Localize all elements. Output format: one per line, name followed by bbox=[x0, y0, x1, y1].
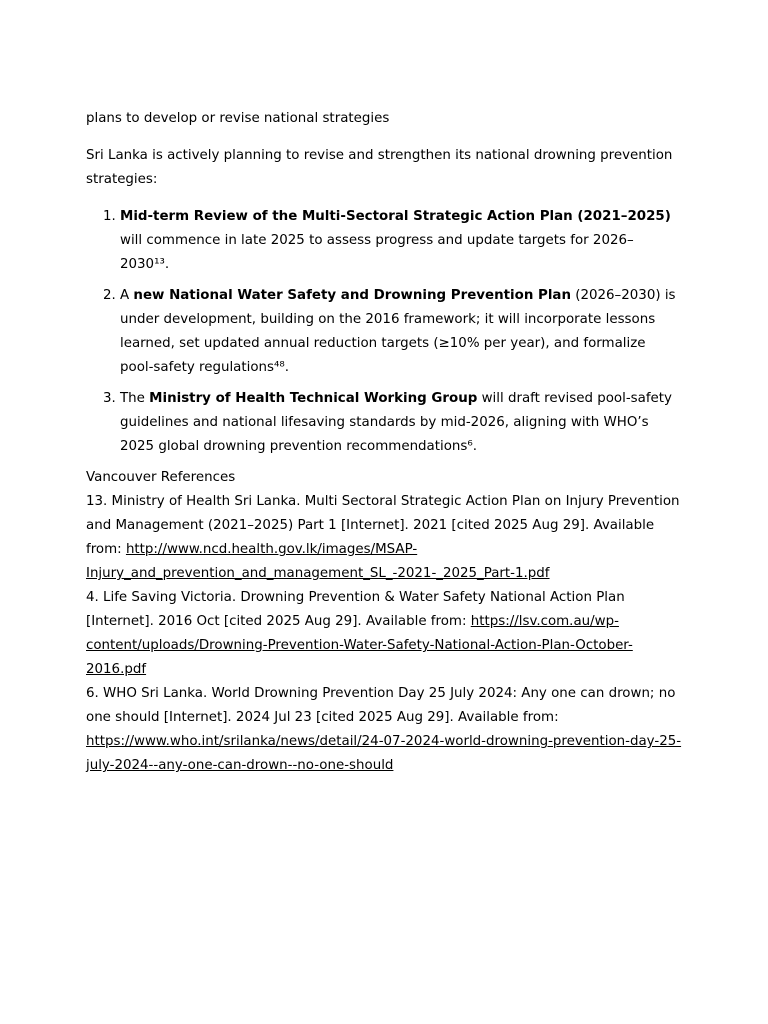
section-heading: plans to develop or revise national strategies bbox=[86, 111, 390, 126]
reference-entry bbox=[86, 682, 682, 778]
plan-bold-title: Ministry of Health Technical Working Group bbox=[149, 391, 478, 406]
plan-bold-title: Mid-term Review of the Multi-Sectoral Strategic Action Plan (2021–2025) bbox=[120, 209, 671, 224]
plan-item bbox=[120, 284, 682, 380]
reference-entry bbox=[86, 586, 682, 682]
reference-link[interactable]: https://www.who.int/srilanka/news/detail/24-07-2024-world-drowning-prevention-day-25-july-2024--any-one-can-drown--no-one-should bbox=[86, 734, 682, 773]
reference-text: 13. Ministry of Health Sri Lanka. Multi Sectoral Strategic Action Plan on Injury Prevention and Management (2021–2025) Part 1 [Internet]. 2021 [cited 2025 Aug 29]. Available from: bbox=[86, 494, 680, 557]
plan-prefix: A bbox=[120, 288, 134, 303]
plan-description: will commence in late 2025 to assess progress and update targets for 2026–2030¹³. bbox=[120, 233, 634, 272]
reference-entry bbox=[86, 490, 682, 586]
plan-bold-title: new National Water Safety and Drowning Prevention Plan bbox=[133, 288, 571, 303]
reference-link[interactable]: https://lsv.com.au/wp-content/uploads/Drowning-Prevention-Water-Safety-National-Action-Plan-October-2016.pdf bbox=[86, 614, 633, 677]
reference-link[interactable]: http://www.ncd.health.gov.lk/images/MSAP-Injury_and_prevention_and_management_SL_-2021-_2025_Part-1.pdf bbox=[86, 542, 550, 581]
plans-list bbox=[86, 205, 682, 459]
plan-description: (2026–2030) is under development, building on the 2016 framework; it will incorporate lessons learned, set updated annual reduction targets (≥10% per year), and formalize pool-safety regulations⁴⁸. bbox=[120, 288, 676, 375]
document-body bbox=[86, 107, 682, 778]
plan-description: will draft revised pool-safety guidelines and national lifesaving standards by mid-2026, aligning with WHO’s 2025 global drowning prevention recommendations⁶. bbox=[120, 391, 672, 454]
plan-item bbox=[120, 387, 682, 459]
plan-prefix: The bbox=[120, 391, 150, 406]
references-heading: Vancouver References bbox=[86, 470, 236, 485]
intro-paragraph: Sri Lanka is actively planning to revise and strengthen its national drowning prevention strategies: bbox=[86, 148, 673, 187]
reference-text: 4. Life Saving Victoria. Drowning Prevention & Water Safety National Action Plan [Internet]. 2016 Oct [cited 2025 Aug 29]. Available from: bbox=[86, 590, 625, 629]
plan-item bbox=[120, 205, 682, 277]
reference-text: 6. WHO Sri Lanka. World Drowning Prevention Day 25 July 2024: Any one can drown; no one should [Internet]. 2024 Jul 23 [cited 2025 Aug 29]. Available from: bbox=[86, 686, 676, 725]
